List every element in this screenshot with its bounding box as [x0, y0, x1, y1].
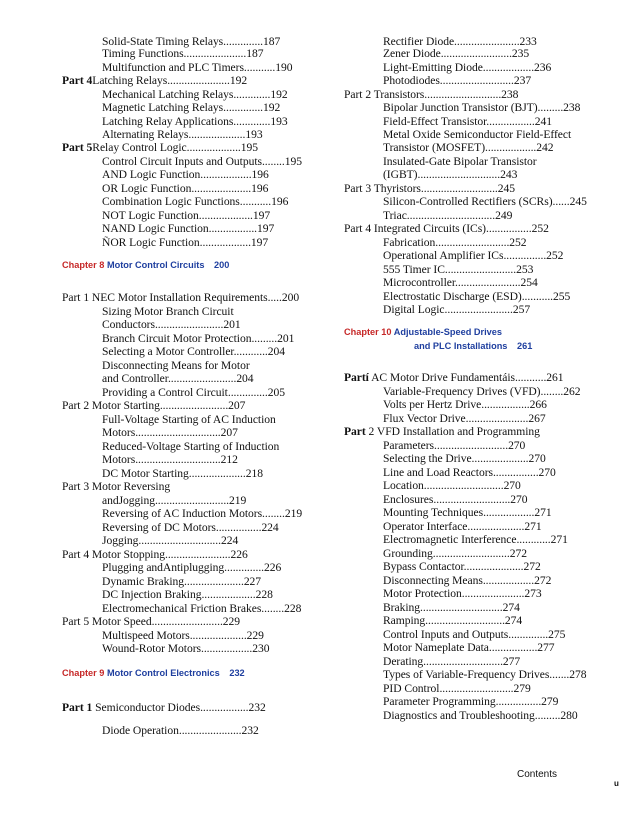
toc-entry: DC Motor Starting....................218: [102, 467, 263, 480]
toc-entry: Providing a Control Circuit..............205: [102, 386, 285, 399]
footer-contents-label: Contents: [517, 769, 558, 780]
toc-part-entry: Part 3 Motor Reversing: [62, 480, 171, 493]
toc-entry: Latching Relay Applications.............193: [102, 115, 288, 128]
toc-entry: Fabrication..........................252: [383, 236, 527, 249]
toc-part-entry: [344, 425, 540, 439]
toc-part-entry: Part 3 Thyristors...........................245: [344, 182, 516, 195]
part-title: Semiconductor Diodes.................232: [95, 701, 266, 714]
toc-entry: Motors..............................212: [102, 453, 238, 466]
toc-entry: Photodiodes..........................237: [383, 74, 532, 87]
toc-entry: Volts per Hertz Drive.................266: [383, 398, 547, 411]
toc-entry: Sizing Motor Branch Circuit: [102, 305, 234, 318]
toc-entry: Triac...............................249: [383, 209, 513, 222]
toc-entry: Grounding...........................272: [383, 547, 527, 560]
part-title: Relay Control Logic...................195: [92, 141, 259, 154]
toc-part-entry: Part 5 Motor Speed.........................229: [62, 615, 241, 628]
toc-entry: Mechanical Latching Relays.............192: [102, 88, 288, 101]
toc-entry: Microcontroller.......................254: [383, 276, 538, 289]
part-label: Part 1: [62, 701, 93, 714]
toc-entry: Braking.............................274: [383, 601, 520, 614]
part-label: Partí: [344, 371, 369, 384]
toc-entry: Metal Oxide Semiconductor Field-Effect: [383, 128, 572, 141]
part-title: 2 VFD Installation and Programming: [368, 425, 540, 438]
toc-entry: Digital Logic........................257: [383, 303, 531, 316]
toc-entry: Diode Operation......................232: [102, 724, 259, 737]
chapter-page: 261: [516, 341, 533, 351]
toc-entry: Derating............................277: [383, 655, 521, 668]
toc-entry: Reduced-Voltage Starting of Induction: [102, 440, 280, 453]
toc-entry: Operator Interface....................271: [383, 520, 542, 533]
toc-part-entry: [62, 701, 266, 715]
toc-entry: Control Inputs and Outputs..............275: [383, 628, 566, 641]
toc-entry: Jogging.............................224: [102, 534, 239, 547]
toc-entry: PID Control..........................279: [383, 682, 531, 695]
chapter-8-heading: [62, 259, 229, 271]
toc-entry: Line and Load Reactors................270: [383, 466, 556, 479]
toc-entry: Selecting the Drive....................270: [383, 452, 546, 465]
toc-entry: NOT Logic Function...................197: [102, 209, 271, 222]
toc-part-entry: [344, 371, 564, 385]
toc-part-entry: [62, 74, 247, 88]
toc-entry: Dynamic Braking.....................227: [102, 575, 262, 588]
toc-entry: Variable-Frequency Drives (VFD)........262: [383, 385, 581, 398]
toc-entry: Alternating Relays....................193: [102, 128, 263, 141]
toc-entry: Control Circuit Inputs and Outputs........195: [102, 155, 302, 168]
toc-entry: Reversing of DC Motors................224: [102, 521, 279, 534]
toc-entry: Full-Voltage Starting of AC Induction: [102, 413, 276, 426]
chapter-10-heading-line2: [414, 340, 532, 352]
toc-entry: and Controller........................204: [102, 372, 254, 385]
toc-entry: Motors..............................207: [102, 426, 238, 439]
toc-entry: Transistor (MOSFET)..................242: [383, 141, 554, 154]
toc-entry: Ramping............................274: [383, 614, 523, 627]
toc-entry: Electromagnetic Interference............271: [383, 533, 568, 546]
toc-entry: Motor Nameplate Data.................277: [383, 641, 555, 654]
toc-entry: Motor Protection......................273: [383, 587, 542, 600]
toc-entry: Conductors........................201: [102, 318, 241, 331]
footer-page-marker: u: [614, 779, 619, 788]
chapter-9-heading: [62, 667, 245, 679]
toc-entry: AND Logic Function..................196: [102, 168, 269, 181]
toc-entry: Multifunction and PLC Timers...........190: [102, 61, 293, 74]
toc-entry: Disconnecting Means for Motor: [102, 359, 250, 372]
toc-entry: Parameters..........................270: [383, 439, 526, 452]
chapter-10-heading: [344, 326, 502, 338]
toc-part-entry: [62, 141, 258, 155]
part-title: AC Motor Drive Fundamentáis...........261: [371, 371, 564, 384]
part-title: Latching Relays......................192: [92, 74, 248, 87]
toc-entry: Diagnostics and Troubleshooting.........280: [383, 709, 578, 722]
toc-entry: Rectifier Diode.......................233: [383, 35, 537, 48]
toc-entry: Selecting a Motor Controller............204: [102, 345, 286, 358]
toc-entry: Electromechanical Friction Brakes........228: [102, 602, 302, 615]
toc-entry: Disconnecting Means..................272: [383, 574, 552, 587]
chapter-title-cont: and PLC Installations: [414, 341, 508, 351]
toc-entry: Multispeed Motors....................229: [102, 629, 264, 642]
toc-entry: Combination Logic Functions...........196: [102, 195, 289, 208]
toc-entry: Bipolar Junction Transistor (BJT).........238: [383, 101, 581, 114]
toc-part-entry: Part 4 Motor Stopping.......................226: [62, 548, 248, 561]
toc-entry: Parameter Programming................279: [383, 695, 559, 708]
toc-entry: NAND Logic Function.................197: [102, 222, 275, 235]
toc-entry: Insulated-Gate Bipolar Transistor: [383, 155, 537, 168]
chapter-number: Chapter 10: [344, 327, 392, 337]
chapter-title: Motor Control Electronics: [106, 668, 220, 678]
chapter-number: Chapter 8: [62, 260, 105, 270]
toc-entry: Plugging andAntiplugging..............226: [102, 561, 282, 574]
toc-entry: Solid-State Timing Relays..............187: [102, 35, 281, 48]
toc-part-entry: Part 2 Motor Starting........................207: [62, 399, 246, 412]
toc-entry: Branch Circuit Motor Protection.........201: [102, 332, 295, 345]
toc-entry: Mounting Techniques..................271: [383, 506, 552, 519]
toc-entry: OR Logic Function.....................196: [102, 182, 269, 195]
part-label: Part: [344, 425, 366, 438]
chapter-page: 200: [214, 260, 230, 270]
toc-entry: Location............................270: [383, 479, 521, 492]
toc-entry: Types of Variable-Frequency Drives.......278: [383, 668, 587, 681]
part-label: Part 5: [62, 141, 93, 154]
toc-entry: Operational Amplifier ICs...............252: [383, 249, 564, 262]
toc-entry: Flux Vector Drive......................267: [383, 412, 546, 425]
toc-entry: 555 Timer IC.........................253: [383, 263, 534, 276]
toc-entry: Bypass Contactor.....................272: [383, 560, 541, 573]
chapter-title: Motor Control Circuits: [106, 260, 205, 270]
toc-entry: Magnetic Latching Relays..............192: [102, 101, 281, 114]
toc-entry: Electrostatic Discharge (ESD)...........255: [383, 290, 571, 303]
toc-entry: DC Injection Braking...................228: [102, 588, 273, 601]
toc-part-entry: Part 4 Integrated Circuits (ICs)................252: [344, 222, 549, 235]
toc-entry: ÑOR Logic Function..................197: [102, 236, 269, 249]
toc-entry: Wound-Rotor Motors..................230: [102, 642, 270, 655]
toc-entry: Reversing of AC Induction Motors........219: [102, 507, 303, 520]
part-label: Part 4: [62, 74, 93, 87]
toc-entry: (IGBT).............................243: [383, 168, 518, 181]
toc-entry: Timing Functions......................187: [102, 47, 264, 60]
toc-part-entry: Part 2 Transistors...........................238: [344, 88, 519, 101]
chapter-number: Chapter 9: [62, 668, 105, 678]
toc-entry: Zener Diode.........................235: [383, 47, 530, 60]
toc-entry: Field-Effect Transistor.................241: [383, 115, 552, 128]
toc-entry: Silicon-Controlled Rectifiers (SCRs)......245: [383, 195, 587, 208]
chapter-page: 232: [229, 668, 245, 678]
chapter-title: Adjustable-Speed Drives: [393, 327, 502, 337]
toc-entry: andJogging..........................219: [102, 494, 247, 507]
toc-part-entry: Part 1 NEC Motor Installation Requirements.....200: [62, 291, 300, 304]
toc-entry: Light-Emitting Diode..................236: [383, 61, 552, 74]
toc-entry: Enclosures...........................270: [383, 493, 528, 506]
